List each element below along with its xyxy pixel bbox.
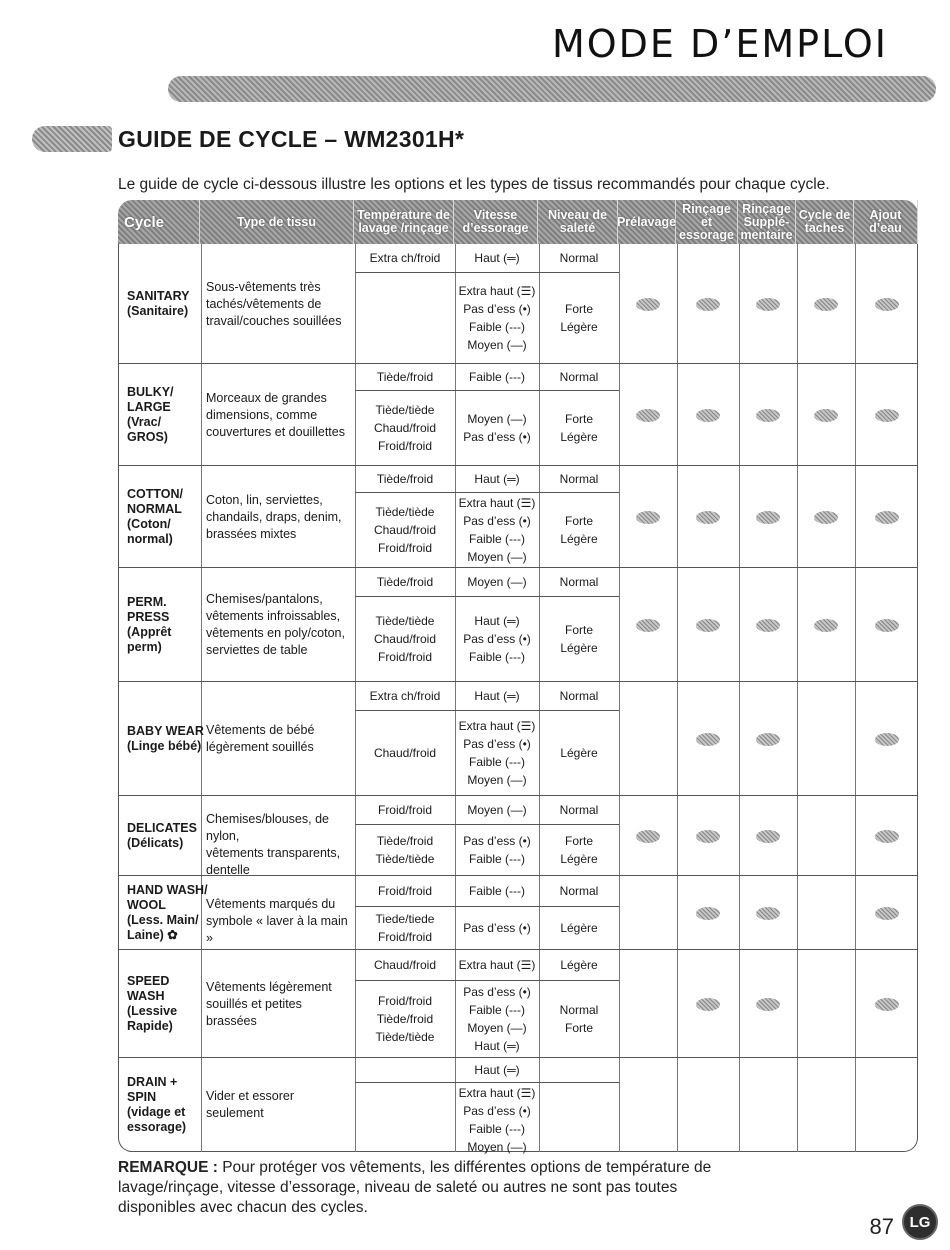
soil-options: Forte Légère bbox=[560, 834, 598, 866]
column-divider bbox=[797, 796, 798, 875]
soil-options: Légère bbox=[560, 921, 598, 935]
column-divider bbox=[619, 244, 620, 363]
row-subdivider bbox=[355, 824, 619, 825]
fabric-type: Vêtements légèrement souillés et petites brassées bbox=[206, 979, 332, 1028]
row-subdivider bbox=[355, 272, 619, 273]
row-subdivider bbox=[355, 1082, 619, 1083]
column-divider bbox=[797, 244, 798, 363]
option-available-dot-icon bbox=[696, 998, 720, 1011]
column-divider bbox=[855, 244, 856, 363]
temperature-primary: Froid/froid bbox=[377, 803, 433, 817]
spin-options: Haut (═) Pas d’ess (•) Faible (---) bbox=[463, 614, 531, 664]
page-header-title: MODE D’EMPLOI bbox=[551, 22, 888, 66]
spin-primary: Moyen (—) bbox=[467, 803, 527, 817]
column-divider bbox=[201, 950, 202, 1057]
column-divider bbox=[739, 466, 740, 567]
column-divider bbox=[739, 1058, 740, 1152]
table-row bbox=[119, 568, 917, 682]
column-divider bbox=[739, 364, 740, 465]
th-spin: Vitesse d’essorage bbox=[454, 200, 538, 244]
column-divider bbox=[797, 682, 798, 795]
column-divider bbox=[739, 682, 740, 795]
option-available-dot-icon bbox=[814, 298, 838, 311]
option-available-dot-icon bbox=[875, 511, 899, 524]
option-available-dot-icon bbox=[636, 619, 660, 632]
lg-logo-icon: LG bbox=[902, 1204, 938, 1240]
column-divider bbox=[619, 466, 620, 567]
table-row bbox=[119, 1058, 917, 1152]
option-available-dot-icon bbox=[636, 511, 660, 524]
column-divider bbox=[677, 364, 678, 465]
temperature-primary: Froid/froid bbox=[377, 884, 433, 898]
column-divider bbox=[739, 876, 740, 949]
temperature-primary: Tiède/froid bbox=[376, 472, 434, 486]
option-available-dot-icon bbox=[814, 409, 838, 422]
option-available-dot-icon bbox=[696, 733, 720, 746]
column-divider bbox=[797, 950, 798, 1057]
table-row bbox=[119, 466, 917, 568]
spin-options: Extra haut (☰) Pas d’ess (•) Faible (---) Moyen (—) bbox=[458, 1086, 536, 1154]
column-divider bbox=[797, 876, 798, 949]
page-number: 87 bbox=[869, 1214, 894, 1239]
fabric-type: Chemises/blouses, de nylon, vêtements transparents, dentelle bbox=[206, 811, 341, 877]
option-available-dot-icon bbox=[756, 511, 780, 524]
column-divider bbox=[539, 1058, 540, 1152]
column-divider bbox=[619, 1058, 620, 1152]
option-available-dot-icon bbox=[756, 998, 780, 1011]
fabric-type: Coton, lin, serviettes, chandails, draps, denim, brassées mixtes bbox=[206, 492, 342, 541]
table-row bbox=[119, 796, 917, 876]
spin-options: Extra haut (☰) Pas d’ess (•) Faible (---) Moyen (—) bbox=[458, 719, 536, 787]
th-add-water: Ajout d’eau bbox=[854, 200, 918, 244]
soil-options: Forte Légère bbox=[560, 412, 598, 444]
option-available-dot-icon bbox=[696, 619, 720, 632]
fabric-type: Sous-vêtements très tachés/vêtements de travail/couches souillées bbox=[206, 279, 342, 328]
soil-options: Légère bbox=[560, 746, 598, 760]
option-available-dot-icon bbox=[875, 733, 899, 746]
soil-primary: Normal bbox=[559, 884, 599, 898]
fabric-type: Vêtements marqués du symbole « laver à la main » bbox=[206, 897, 348, 945]
cycle-name: SPEED WASH (Lessive Rapide) bbox=[127, 974, 178, 1033]
remark-text: Pour protéger vos vêtements, les différentes options de température de lavage/rinçage, vitesse d’essorage, niveau de saleté ou autres ne sont pas toutes disponibles avec chacun des cycles. bbox=[118, 1159, 712, 1216]
th-stain-cycle: Cycle de taches bbox=[796, 200, 854, 244]
spin-primary: Haut (═) bbox=[474, 689, 520, 703]
spin-primary: Moyen (—) bbox=[467, 575, 527, 589]
option-available-dot-icon bbox=[875, 998, 899, 1011]
temperature-options: Tiède/tiède Chaud/froid Froid/froid bbox=[373, 505, 437, 555]
option-available-dot-icon bbox=[875, 907, 899, 920]
column-divider bbox=[855, 364, 856, 465]
temperature-primary: Extra ch/froid bbox=[369, 689, 441, 703]
soil-options: Normal Forte bbox=[559, 1003, 599, 1035]
spin-options: Extra haut (☰) Pas d’ess (•) Faible (---) Moyen (—) bbox=[458, 496, 536, 564]
cycle-name: BABY WEAR (Linge bébé) bbox=[127, 724, 204, 753]
option-available-dot-icon bbox=[696, 907, 720, 920]
spin-primary: Faible (---) bbox=[469, 884, 525, 898]
soil-options: Forte Légère bbox=[560, 514, 598, 546]
column-divider bbox=[855, 796, 856, 875]
column-divider bbox=[739, 244, 740, 363]
table-row bbox=[119, 950, 917, 1058]
fabric-type: Chemises/pantalons, vêtements infroissables, vêtements en poly/coton, serviettes de table bbox=[206, 592, 345, 657]
column-divider bbox=[201, 796, 202, 875]
spin-primary: Extra haut (☰) bbox=[458, 958, 536, 972]
table-row bbox=[119, 244, 917, 364]
cycle-name: COTTON/ NORMAL (Coton/ normal) bbox=[127, 487, 184, 546]
option-available-dot-icon bbox=[875, 619, 899, 632]
temperature-primary: Tiède/froid bbox=[376, 370, 434, 384]
cycle-name: SANITARY (Sanitaire) bbox=[127, 289, 190, 318]
temperature-options: Tiède/tiède Chaud/froid Froid/froid bbox=[373, 614, 437, 664]
table-header bbox=[118, 200, 918, 244]
row-subdivider bbox=[355, 906, 619, 907]
spin-options: Moyen (—) Pas d’ess (•) bbox=[463, 412, 531, 444]
row-subdivider bbox=[355, 710, 619, 711]
section-title: GUIDE DE CYCLE – WM2301H* bbox=[118, 126, 465, 152]
th-cycle: Cycle bbox=[118, 200, 200, 244]
temperature-options: Tiède/tiède Chaud/froid Froid/froid bbox=[373, 403, 437, 453]
option-available-dot-icon bbox=[696, 511, 720, 524]
column-divider bbox=[619, 364, 620, 465]
option-available-dot-icon bbox=[756, 830, 780, 843]
fabric-type: Morceaux de grandes dimensions, comme couvertures et douillettes bbox=[206, 390, 345, 439]
spin-options: Pas d’ess (•) Faible (---) bbox=[463, 834, 531, 866]
header-bar bbox=[168, 76, 936, 102]
remark bbox=[118, 1158, 758, 1218]
temperature-primary: Tiède/froid bbox=[376, 575, 434, 589]
row-subdivider bbox=[355, 492, 619, 493]
column-divider bbox=[855, 950, 856, 1057]
temperature-options: Tiede/tiede Froid/froid bbox=[375, 912, 435, 944]
row-subdivider bbox=[355, 980, 619, 981]
option-available-dot-icon bbox=[756, 298, 780, 311]
column-divider bbox=[739, 950, 740, 1057]
column-divider bbox=[855, 568, 856, 681]
temperature-primary: Extra ch/froid bbox=[369, 251, 441, 265]
column-divider bbox=[619, 950, 620, 1057]
soil-primary: Normal bbox=[559, 689, 599, 703]
th-soil: Niveau de saleté bbox=[538, 200, 618, 244]
option-available-dot-icon bbox=[875, 830, 899, 843]
cycle-name: DRAIN + SPIN (vidage et essorage) bbox=[127, 1075, 187, 1134]
soil-options: Forte Légère bbox=[560, 623, 598, 655]
cycle-name: HAND WASH/ WOOL (Less. Main/ Laine) ✿ bbox=[127, 883, 208, 942]
column-divider bbox=[855, 876, 856, 949]
row-subdivider bbox=[355, 390, 619, 391]
option-available-dot-icon bbox=[814, 511, 838, 524]
column-divider bbox=[797, 568, 798, 681]
column-divider bbox=[619, 682, 620, 795]
column-divider bbox=[619, 796, 620, 875]
cycle-name: PERM. PRESS (Apprêt perm) bbox=[127, 595, 172, 654]
column-divider bbox=[201, 244, 202, 363]
column-divider bbox=[855, 682, 856, 795]
column-divider bbox=[797, 364, 798, 465]
option-available-dot-icon bbox=[875, 298, 899, 311]
option-available-dot-icon bbox=[756, 409, 780, 422]
th-fabric: Type de tissu bbox=[200, 200, 354, 244]
column-divider bbox=[201, 364, 202, 465]
column-divider bbox=[677, 568, 678, 681]
temperature-options: Tiède/froid Tiède/tiède bbox=[375, 834, 435, 866]
column-divider bbox=[677, 466, 678, 567]
column-divider bbox=[677, 682, 678, 795]
table-body bbox=[118, 244, 918, 1152]
fabric-type: Vider et essorer seulement bbox=[206, 1089, 295, 1120]
option-available-dot-icon bbox=[696, 830, 720, 843]
soil-options: Forte Légère bbox=[560, 302, 598, 334]
column-divider bbox=[739, 568, 740, 681]
option-available-dot-icon bbox=[756, 733, 780, 746]
fabric-type: Vêtements de bébé légèrement souillés bbox=[206, 723, 315, 754]
intro-text: Le guide de cycle ci-dessous illustre les options et les types de tissus recommandés pour chaque cycle. bbox=[118, 176, 830, 193]
spin-options: Pas d’ess (•) bbox=[463, 921, 531, 935]
option-available-dot-icon bbox=[814, 619, 838, 632]
column-divider bbox=[619, 876, 620, 949]
temperature-primary: Chaud/froid bbox=[373, 958, 437, 972]
column-divider bbox=[855, 466, 856, 567]
soil-primary: Normal bbox=[559, 575, 599, 589]
spin-options: Pas d’ess (•) Faible (---) Moyen (—) Haut (═) bbox=[463, 985, 531, 1053]
option-available-dot-icon bbox=[696, 409, 720, 422]
column-divider bbox=[677, 244, 678, 363]
soil-primary: Légère bbox=[560, 958, 598, 972]
cycle-name: DELICATES (Délicats) bbox=[127, 821, 197, 850]
table-row bbox=[119, 682, 917, 796]
column-divider bbox=[201, 568, 202, 681]
column-divider bbox=[739, 796, 740, 875]
soil-primary: Normal bbox=[559, 803, 599, 817]
column-divider bbox=[855, 1058, 856, 1152]
spin-primary: Haut (═) bbox=[474, 472, 520, 486]
temperature-options: Froid/froid Tiède/froid Tiède/tiède bbox=[375, 994, 435, 1044]
option-available-dot-icon bbox=[756, 619, 780, 632]
column-divider bbox=[677, 796, 678, 875]
remark-label: REMARQUE : bbox=[118, 1159, 218, 1176]
soil-primary: Normal bbox=[559, 251, 599, 265]
option-available-dot-icon bbox=[636, 830, 660, 843]
option-available-dot-icon bbox=[636, 298, 660, 311]
column-divider bbox=[619, 568, 620, 681]
column-divider bbox=[797, 466, 798, 567]
temperature-options: Chaud/froid bbox=[373, 746, 437, 760]
spin-primary: Haut (═) bbox=[474, 251, 520, 265]
soil-primary: Normal bbox=[559, 472, 599, 486]
column-divider bbox=[201, 466, 202, 567]
spin-primary: Haut (═) bbox=[474, 1063, 520, 1077]
section-pill bbox=[32, 126, 112, 152]
option-available-dot-icon bbox=[636, 409, 660, 422]
option-available-dot-icon bbox=[696, 298, 720, 311]
row-subdivider bbox=[355, 596, 619, 597]
th-temperature: Température de lavage /rinçage bbox=[354, 200, 454, 244]
option-available-dot-icon bbox=[875, 409, 899, 422]
spin-primary: Faible (---) bbox=[469, 370, 525, 384]
column-divider bbox=[677, 876, 678, 949]
column-divider bbox=[677, 950, 678, 1057]
table-row bbox=[119, 876, 917, 950]
spin-options: Extra haut (☰) Pas d’ess (•) Faible (---) Moyen (—) bbox=[458, 284, 536, 352]
column-divider bbox=[677, 1058, 678, 1152]
th-extra-rinse: Rinçage Supplé- mentaire bbox=[738, 200, 796, 244]
table-row bbox=[119, 364, 917, 466]
th-prewash: Prélavage bbox=[618, 200, 676, 244]
option-available-dot-icon bbox=[756, 907, 780, 920]
column-divider bbox=[201, 1058, 202, 1152]
cycle-name: BULKY/ LARGE (Vrac/ GROS) bbox=[127, 385, 174, 444]
cycle-guide-table bbox=[118, 200, 918, 1152]
th-rinse-spin: Rinçage et essorage bbox=[676, 200, 738, 244]
column-divider bbox=[797, 1058, 798, 1152]
soil-primary: Normal bbox=[559, 370, 599, 384]
